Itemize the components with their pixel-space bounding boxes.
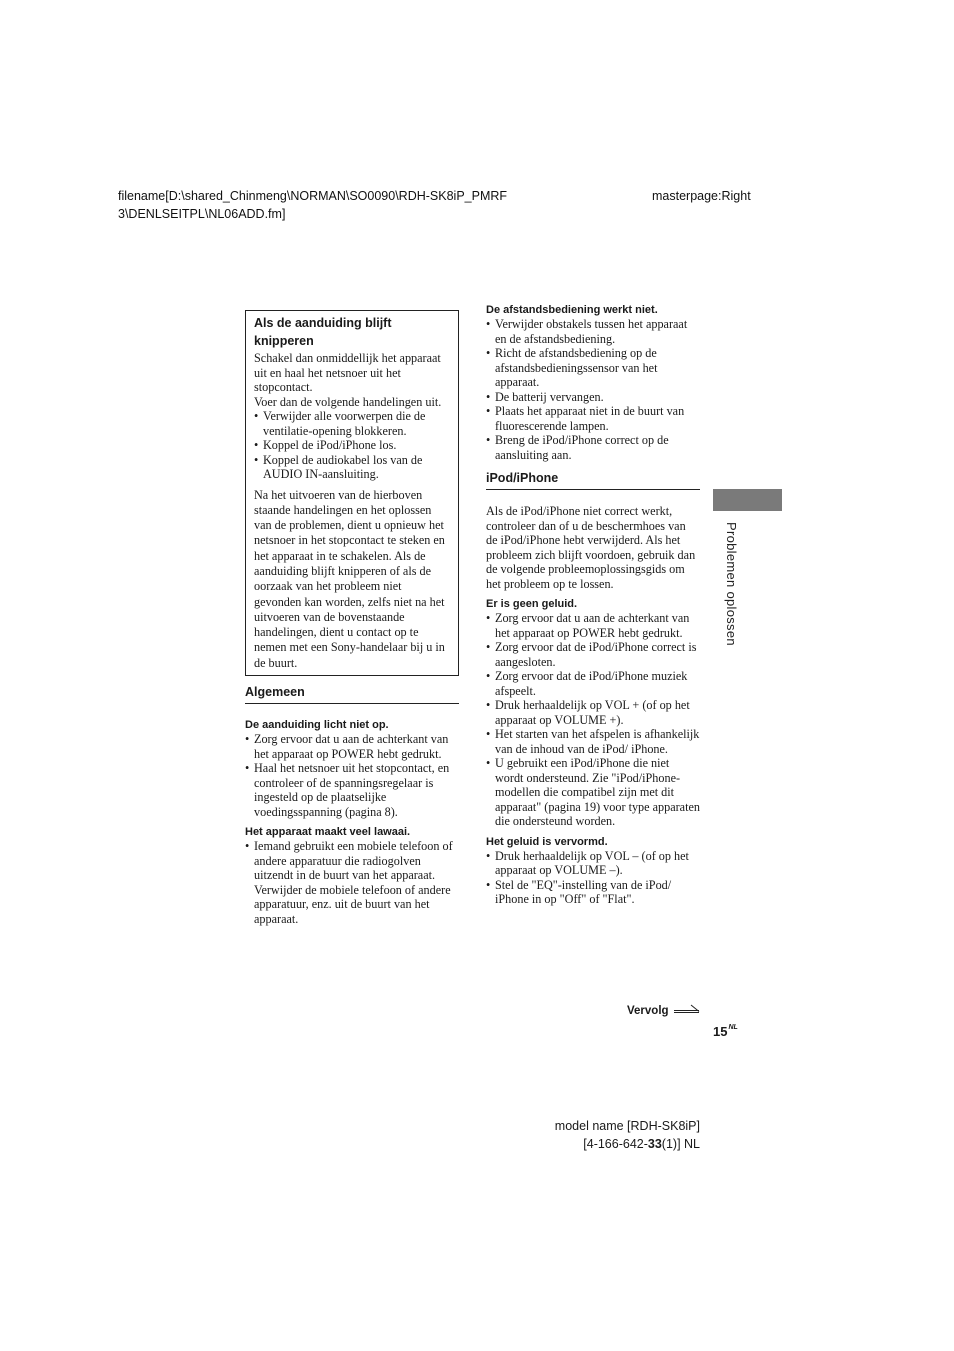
box-intro: Schakel dan onmiddellijk het apparaat uit en haal het netsnoer uit het stopcontact. — [254, 351, 441, 394]
list-item: • Verwijder obstakels tussen het apparaat en de afstandsbediening. — [486, 317, 700, 346]
indicator-not-lit-list — [245, 732, 459, 819]
filename-line-2: 3\DENLSEITPL\NL06ADD.fm] — [118, 207, 286, 221]
list-item: • Verwijder alle voorwerpen die de ventilatie-opening blokkeren. — [254, 409, 450, 438]
remote-list — [486, 317, 700, 462]
box-title: Als de aanduiding blijft knipperen — [254, 316, 392, 348]
list-item: • Druk herhaaldelijk op VOL + (of op het apparaat op VOLUME +). — [486, 698, 700, 727]
continued-indicator — [627, 1004, 700, 1017]
model-code-suffix: (1)] NL — [661, 1137, 700, 1151]
section-title-ipod: iPod/iPhone — [486, 470, 700, 490]
page-number — [713, 1024, 738, 1039]
list-item: • De batterij vervangen. — [486, 390, 700, 405]
subhead-indicator-not-lit: De aanduiding licht niet op. — [245, 719, 389, 732]
side-tab-label: Problemen oplossen — [724, 522, 739, 646]
list-item: • Druk herhaaldelijk op VOL – (of op het apparaat op VOLUME –). — [486, 849, 700, 878]
model-code-bold: 33 — [647, 1137, 662, 1151]
list-item: • Zorg ervoor dat u aan de achterkant van het apparaat op POWER hebt gedrukt. — [486, 611, 700, 640]
list-item: • Het starten van het afspelen is afhankelijk van de inhoud van de iPod/ iPhone. — [486, 727, 700, 756]
subhead-distorted-sound: Het geluid is vervormd. — [486, 835, 608, 848]
model-info — [520, 1117, 700, 1153]
section-title-algemeen: Algemeen — [245, 684, 459, 704]
filename-header — [118, 187, 507, 223]
subhead-remote-not-working: De afstandsbediening werkt niet. — [486, 304, 658, 316]
list-item: • Zorg ervoor dat de iPod/iPhone correct is aangesloten. — [486, 640, 700, 669]
model-code-prefix: [4-166-642- — [583, 1137, 648, 1151]
ipod-intro: Als de iPod/iPhone niet correct werkt, controleer dan of u de beschermhoes van de iPod/iPhone hebt verwijderd. Als het probleem zich blijft voordoen, gebruik dan de volgende probleemoplossingsgids om het probleem op te lossen. — [486, 504, 696, 591]
list-item: • Zorg ervoor dat de iPod/iPhone muziek afspeelt. — [486, 669, 700, 698]
page-number-suffix: NL — [728, 1024, 738, 1031]
noise-list — [245, 839, 459, 926]
list-item: • Koppel de audiokabel los van de AUDIO IN-aansluiting. — [254, 453, 450, 482]
subhead-noise: Het apparaat maakt veel lawaai. — [245, 826, 411, 839]
list-item: • Haal het netsnoer uit het stopcontact, en controleer of de spanningsregelaar is ingesteld op de plaatselijke voedingsspanning (pagina 8). — [245, 761, 459, 819]
filename-line-1: filename[D:\shared_Chinmeng\NORMAN\SO0090\RDH-SK8iP_PMRF — [118, 189, 508, 203]
box-steps-list — [254, 409, 450, 482]
model-name: model name [RDH-SK8iP] — [554, 1119, 700, 1133]
subhead-no-sound: Er is geen geluid. — [486, 598, 578, 610]
box-steps-intro: Voer dan de volgende handelingen uit. — [254, 394, 442, 409]
no-sound-list — [486, 611, 700, 829]
left-column — [245, 310, 459, 926]
list-item: • Iemand gebruikt een mobiele telefoon of andere apparatuur die radiogolven uitzendt in de buurt van het apparaat. Verwijder de mobiele telefoon of andere apparatuur, enz. uit de buurt van het apparaat. — [245, 839, 459, 926]
list-item: • Zorg ervoor dat u aan de achterkant van het apparaat op POWER hebt gedrukt. — [245, 732, 459, 761]
masterpage-label: masterpage:Right — [652, 189, 751, 203]
list-item: • Koppel de iPod/iPhone los. — [254, 438, 450, 453]
side-tab-marker — [713, 489, 782, 511]
list-item: • Stel de "EQ"-instelling van de iPod/ iPhone in op "Off" of "Flat". — [486, 878, 700, 907]
list-item: • Richt de afstandsbediening op de afstandsbedieningssensor van het apparaat. — [486, 346, 700, 390]
list-item: • U gebruikt een iPod/iPhone die niet wordt ondersteund. Zie "iPod/iPhone-modellen die compatibel zijn met dit apparaat" (pagina 19) voor type apparaten die ondersteund worden. — [486, 756, 700, 829]
right-column — [486, 303, 700, 907]
blinking-indicator-box — [245, 310, 459, 676]
model-code — [520, 1135, 700, 1153]
box-after-text: Na het uitvoeren van de hierboven staande handelingen en het oplossen van de problemen, dient u opnieuw het netsnoer in het stopcontact te steken en het apparaat in te schakelen. Als de aanduiding blijft knipperen of als de oorzaak van het probleem niet gevonden kan worden, zelfs niet na het uitvoeren van de bovenstaande handelingen, dient u contact op te nemen met een Sony-handelaar bij u in de buurt. — [254, 487, 445, 670]
continued-arrow-icon — [674, 1004, 700, 1017]
list-item: • Breng de iPod/iPhone correct op de aansluiting aan. — [486, 433, 700, 462]
distorted-sound-list — [486, 849, 700, 907]
continued-label: Vervolg — [627, 1004, 669, 1017]
list-item: • Plaats het apparaat niet in de buurt van fluorescerende lampen. — [486, 404, 700, 433]
page-number-value: 15 — [713, 1024, 728, 1039]
